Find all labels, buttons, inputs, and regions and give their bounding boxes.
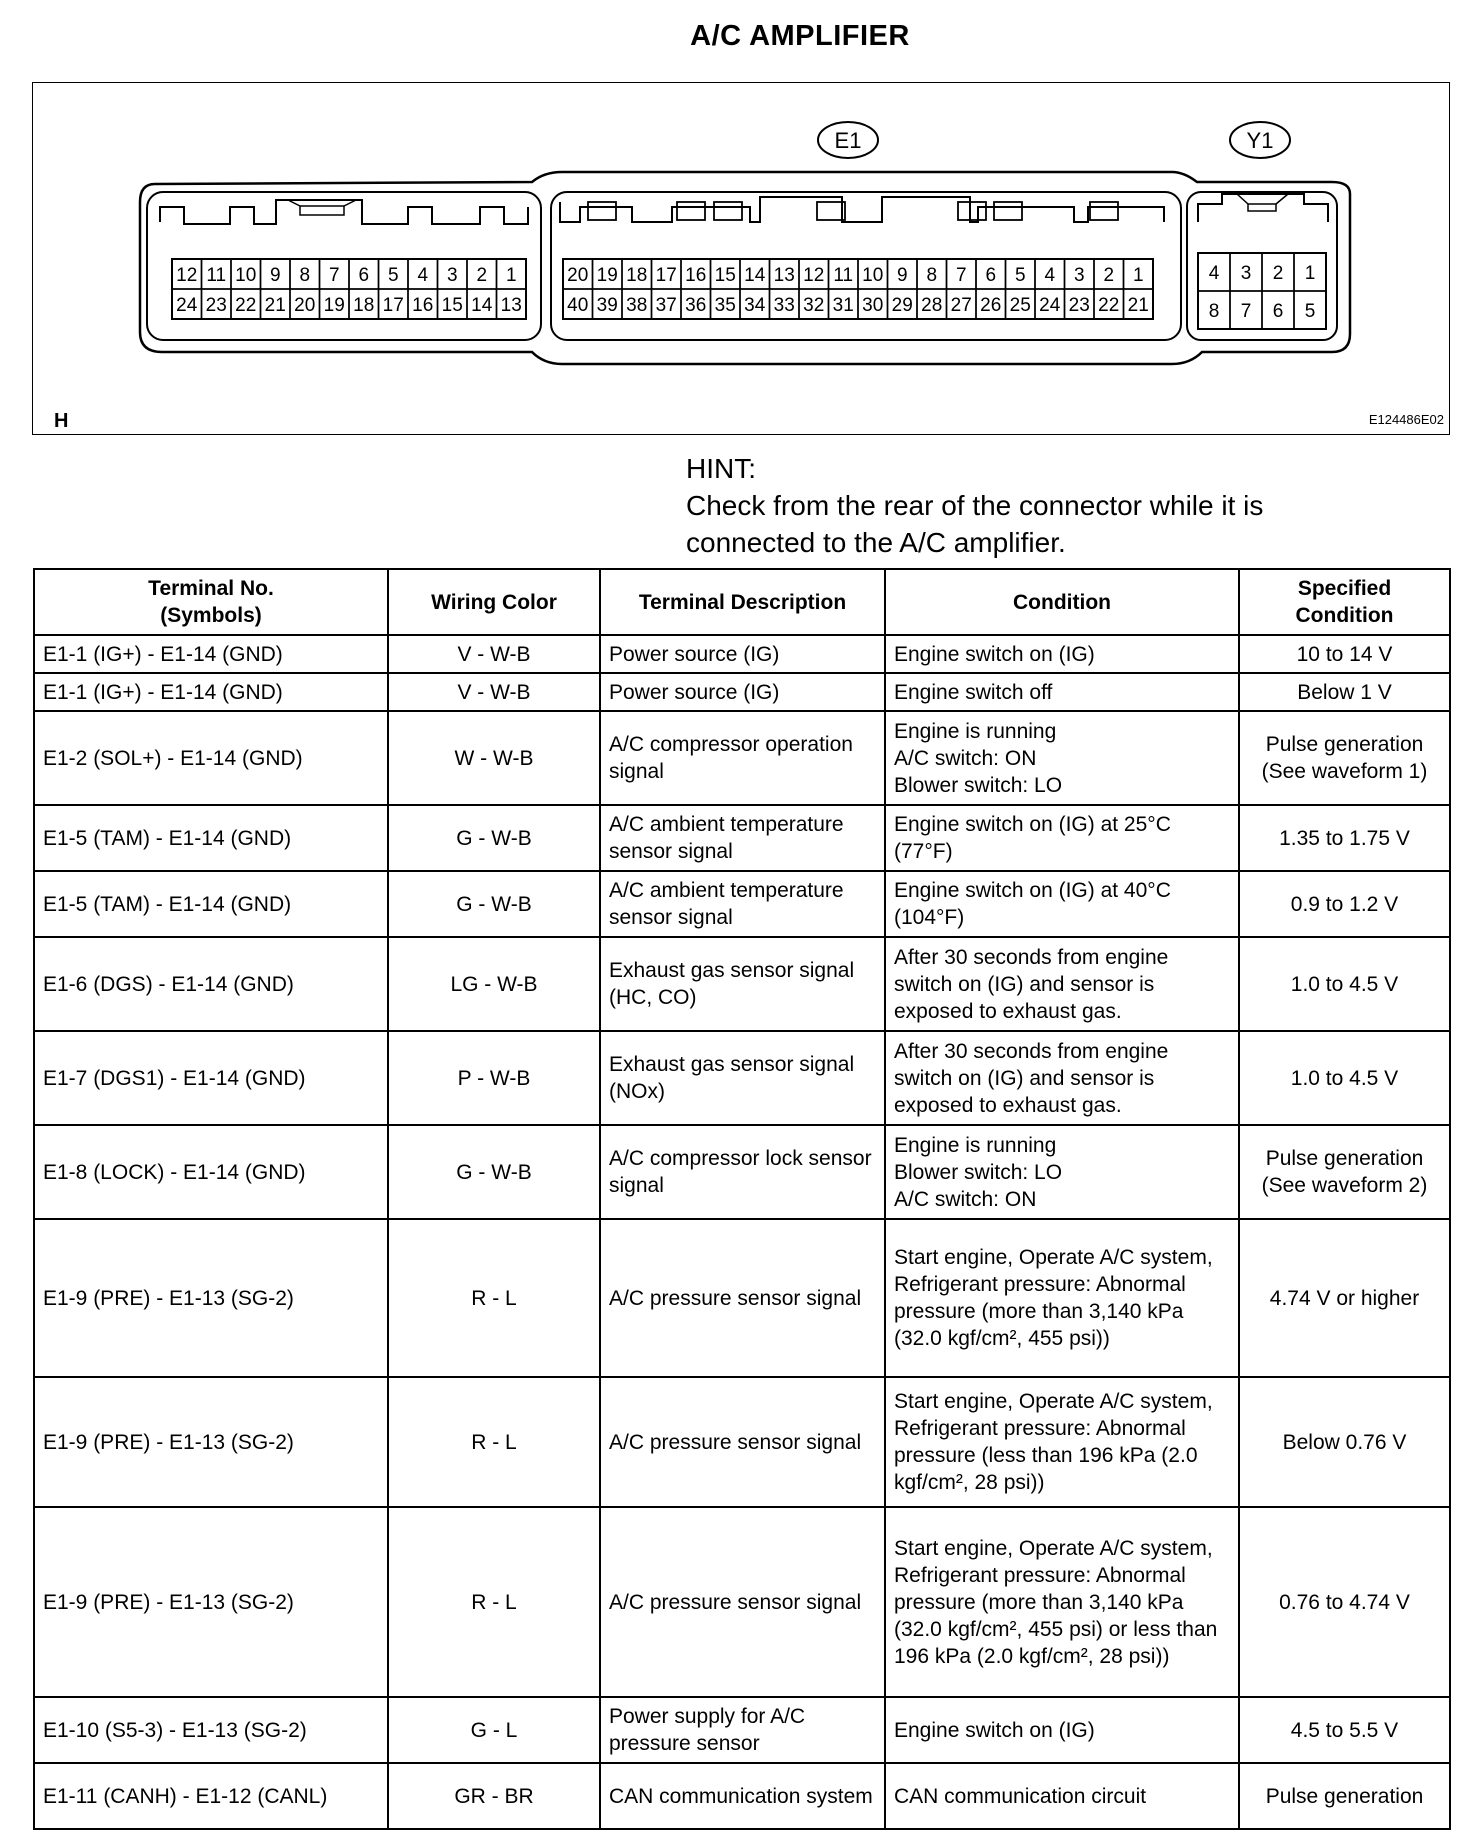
connector-y1-label: Y1 (1246, 128, 1274, 153)
cell-condition: Engine switch on (IG) (885, 635, 1239, 673)
table-row (34, 871, 1450, 937)
pin-number: 33 (773, 295, 795, 316)
cell-condition: Engine is running A/C switch: ON Blower switch: LO (885, 711, 1239, 805)
cell-terminal: E1-9 (PRE) - E1-13 (SG-2) (34, 1219, 388, 1377)
cell-wiring-color: G - W-B (388, 1125, 600, 1219)
cell-terminal: E1-1 (IG+) - E1-14 (GND) (34, 673, 388, 711)
header-wiring-color: Wiring Color (388, 569, 600, 635)
pin-number: 7 (1240, 301, 1252, 322)
cell-condition: Engine switch off (885, 673, 1239, 711)
cell-specified-condition: Below 0.76 V (1239, 1377, 1450, 1507)
pin-number: 39 (596, 295, 618, 316)
cell-condition: Engine switch on (IG) at 25°C (77°F) (885, 805, 1239, 871)
pin-number: 35 (714, 295, 736, 316)
pin-number: 34 (744, 295, 766, 316)
pin-number: 3 (1240, 263, 1252, 284)
cell-condition: CAN communication circuit (885, 1763, 1239, 1829)
cell-specified-condition: 1.35 to 1.75 V (1239, 805, 1450, 871)
table-header-row (34, 569, 1450, 635)
table-row (34, 1507, 1450, 1697)
cell-condition: After 30 seconds from engine switch on (IG) and sensor is exposed to exhaust gas. (885, 937, 1239, 1031)
cell-terminal: E1-5 (TAM) - E1-14 (GND) (34, 805, 388, 871)
cell-specified-condition: Pulse generation (See waveform 1) (1239, 711, 1450, 805)
table-row (34, 1125, 1450, 1219)
pin-number: 8 (1208, 301, 1220, 322)
pin-number: 19 (323, 295, 345, 316)
pin-number: 11 (833, 265, 854, 286)
cell-terminal-description: A/C pressure sensor signal (600, 1219, 885, 1377)
pin-number: 9 (896, 265, 908, 286)
cell-wiring-color: V - W-B (388, 635, 600, 673)
hint-block (686, 450, 1263, 561)
table-row (34, 937, 1450, 1031)
table-row (34, 635, 1450, 673)
pin-number: 7 (955, 265, 967, 286)
cell-specified-condition: 4.74 V or higher (1239, 1219, 1450, 1377)
hint-line-1: Check from the rear of the connector while it is (686, 490, 1264, 521)
cell-wiring-color: R - L (388, 1507, 600, 1697)
cell-condition: After 30 seconds from engine switch on (IG) and sensor is exposed to exhaust gas. (885, 1031, 1239, 1125)
hint-line-2: connected to the A/C amplifier. (686, 527, 1066, 558)
pin-number: 2 (1103, 265, 1115, 286)
cell-terminal: E1-9 (PRE) - E1-13 (SG-2) (34, 1507, 388, 1697)
cell-condition: Start engine, Operate A/C system, Refrigerant pressure: Abnormal pressure (less than 196 kPa (2.0 kgf/cm², 28 psi)) (885, 1377, 1239, 1507)
pin-number: 36 (685, 295, 707, 316)
pin-number: 1 (505, 265, 517, 286)
header-terminal-description: Terminal Description (600, 569, 885, 635)
pin-number: 31 (832, 295, 854, 316)
pin-number: 3 (1073, 265, 1085, 286)
cell-condition: Engine is running Blower switch: LO A/C switch: ON (885, 1125, 1239, 1219)
cell-condition: Engine switch on (IG) at 40°C (104°F) (885, 871, 1239, 937)
pin-number: 18 (353, 295, 375, 316)
pin-number: 8 (926, 265, 938, 286)
table-row (34, 805, 1450, 871)
table-row (34, 673, 1450, 711)
cell-terminal-description: A/C compressor operation signal (600, 711, 885, 805)
cell-specified-condition: Pulse generation (See waveform 2) (1239, 1125, 1450, 1219)
pin-number: 25 (1009, 295, 1031, 316)
cell-terminal: E1-2 (SOL+) - E1-14 (GND) (34, 711, 388, 805)
cell-specified-condition: Below 1 V (1239, 673, 1450, 711)
cell-terminal-description: Exhaust gas sensor signal (NOx) (600, 1031, 885, 1125)
cell-terminal: E1-11 (CANH) - E1-12 (CANL) (34, 1763, 388, 1829)
cell-wiring-color: G - L (388, 1697, 600, 1763)
pin-number: 6 (358, 265, 370, 286)
terminal-spec-table (33, 568, 1451, 1830)
pin-number: 2 (1272, 263, 1284, 284)
connector-y1-pins (1198, 253, 1326, 329)
cell-terminal-description: A/C compressor lock sensor signal (600, 1125, 885, 1219)
pin-number: 30 (862, 295, 884, 316)
cell-terminal-description: Power supply for A/C pressure sensor (600, 1697, 885, 1763)
pin-number: 6 (985, 265, 997, 286)
cell-specified-condition: 0.9 to 1.2 V (1239, 871, 1450, 937)
pin-number: 29 (891, 295, 913, 316)
pin-number: 10 (235, 265, 257, 286)
pin-number: 1 (1304, 263, 1316, 284)
cell-terminal-description: A/C ambient temperature sensor signal (600, 805, 885, 871)
cell-condition: Start engine, Operate A/C system, Refrigerant pressure: Abnormal pressure (more than 3,140 kPa (32.0 kgf/cm², 455 psi) or less than 196 kPa (2.0 kgf/cm², 28 psi)) (885, 1507, 1239, 1697)
cell-specified-condition: 1.0 to 4.5 V (1239, 937, 1450, 1031)
cell-specified-condition: 1.0 to 4.5 V (1239, 1031, 1450, 1125)
figure-code: E124486E02 (1368, 412, 1444, 427)
pin-number: 5 (1304, 301, 1316, 322)
cell-terminal-description: A/C ambient temperature sensor signal (600, 871, 885, 937)
pin-number: 20 (294, 295, 316, 316)
pin-number: 32 (803, 295, 825, 316)
cell-terminal: E1-5 (TAM) - E1-14 (GND) (34, 871, 388, 937)
pin-number: 3 (446, 265, 458, 286)
pin-number: 18 (626, 265, 648, 286)
cell-wiring-color: G - W-B (388, 871, 600, 937)
pin-number: 12 (176, 265, 198, 286)
cell-condition: Start engine, Operate A/C system, Refrigerant pressure: Abnormal pressure (more than 3,140 kPa (32.0 kgf/cm², 455 psi)) (885, 1219, 1239, 1377)
cell-terminal: E1-6 (DGS) - E1-14 (GND) (34, 937, 388, 1031)
pin-number: 40 (567, 295, 589, 316)
cell-terminal-description: Power source (IG) (600, 673, 885, 711)
pin-number: 7 (328, 265, 340, 286)
pin-number: 15 (714, 265, 736, 286)
header-condition: Condition (885, 569, 1239, 635)
pin-number: 4 (417, 265, 429, 286)
cell-terminal-description: Power source (IG) (600, 635, 885, 673)
cell-specified-condition: 10 to 14 V (1239, 635, 1450, 673)
pin-number: 13 (773, 265, 795, 286)
pin-number: 37 (655, 295, 677, 316)
pin-number: 15 (441, 295, 463, 316)
pin-number: 19 (596, 265, 618, 286)
cell-wiring-color: R - L (388, 1219, 600, 1377)
cell-wiring-color: V - W-B (388, 673, 600, 711)
cell-condition: Engine switch on (IG) (885, 1697, 1239, 1763)
pin-number: 13 (500, 295, 522, 316)
cell-terminal: E1-1 (IG+) - E1-14 (GND) (34, 635, 388, 673)
connector-e1-label: E1 (834, 128, 862, 153)
cell-wiring-color: W - W-B (388, 711, 600, 805)
pin-number: 9 (269, 265, 281, 286)
pin-number: 20 (567, 265, 589, 286)
cell-terminal: E1-8 (LOCK) - E1-14 (GND) (34, 1125, 388, 1219)
pin-number: 12 (803, 265, 825, 286)
pin-number: 17 (655, 265, 677, 286)
pin-number: 8 (299, 265, 311, 286)
pin-number: 21 (1127, 295, 1149, 316)
cell-specified-condition: 4.5 to 5.5 V (1239, 1697, 1450, 1763)
pin-number: 16 (685, 265, 707, 286)
pin-number: 1 (1132, 265, 1144, 286)
cell-wiring-color: GR - BR (388, 1763, 600, 1829)
pin-number: 5 (1014, 265, 1026, 286)
cell-terminal: E1-9 (PRE) - E1-13 (SG-2) (34, 1377, 388, 1507)
pin-number: 28 (921, 295, 943, 316)
cell-terminal-description: A/C pressure sensor signal (600, 1507, 885, 1697)
pin-number: 24 (176, 295, 198, 316)
cell-terminal: E1-7 (DGS1) - E1-14 (GND) (34, 1031, 388, 1125)
table-row (34, 711, 1450, 805)
table-row (34, 1763, 1450, 1829)
table-row (34, 1697, 1450, 1763)
pin-number: 26 (980, 295, 1002, 316)
cell-wiring-color: G - W-B (388, 805, 600, 871)
corner-letter: H (54, 410, 69, 432)
connector-diagram (32, 82, 1450, 435)
cell-terminal: E1-10 (S5-3) - E1-13 (SG-2) (34, 1697, 388, 1763)
pin-number: 27 (950, 295, 972, 316)
cell-specified-condition: Pulse generation (1239, 1763, 1450, 1829)
header-specified-condition: Specified Condition (1239, 569, 1450, 635)
pin-number: 14 (744, 265, 766, 286)
pin-number: 11 (206, 265, 227, 286)
pin-number: 24 (1039, 295, 1061, 316)
pin-number: 14 (471, 295, 493, 316)
table-row (34, 1377, 1450, 1507)
pin-number: 4 (1044, 265, 1056, 286)
cell-wiring-color: P - W-B (388, 1031, 600, 1125)
pin-number: 10 (862, 265, 884, 286)
hint-heading: HINT: (686, 453, 756, 484)
page-title: A/C AMPLIFIER (690, 20, 910, 52)
header-terminal: Terminal No. (Symbols) (34, 569, 388, 635)
pin-number: 38 (626, 295, 648, 316)
cell-terminal-description: CAN communication system (600, 1763, 885, 1829)
pin-number: 5 (387, 265, 399, 286)
pin-number: 22 (235, 295, 257, 316)
pin-number: 4 (1208, 263, 1220, 284)
pin-number: 2 (476, 265, 488, 286)
pin-number: 17 (382, 295, 404, 316)
pin-number: 6 (1272, 301, 1284, 322)
pin-number: 16 (412, 295, 434, 316)
connector-left-pins (172, 259, 526, 319)
pin-number: 22 (1098, 295, 1120, 316)
pin-number: 23 (1068, 295, 1090, 316)
table-row (34, 1031, 1450, 1125)
pin-number: 23 (205, 295, 227, 316)
cell-terminal-description: Exhaust gas sensor signal (HC, CO) (600, 937, 885, 1031)
cell-specified-condition: 0.76 to 4.74 V (1239, 1507, 1450, 1697)
cell-wiring-color: LG - W-B (388, 937, 600, 1031)
table-row (34, 1219, 1450, 1377)
cell-wiring-color: R - L (388, 1377, 600, 1507)
pin-number: 21 (264, 295, 286, 316)
connector-e1-pins (563, 259, 1153, 319)
cell-terminal-description: A/C pressure sensor signal (600, 1377, 885, 1507)
